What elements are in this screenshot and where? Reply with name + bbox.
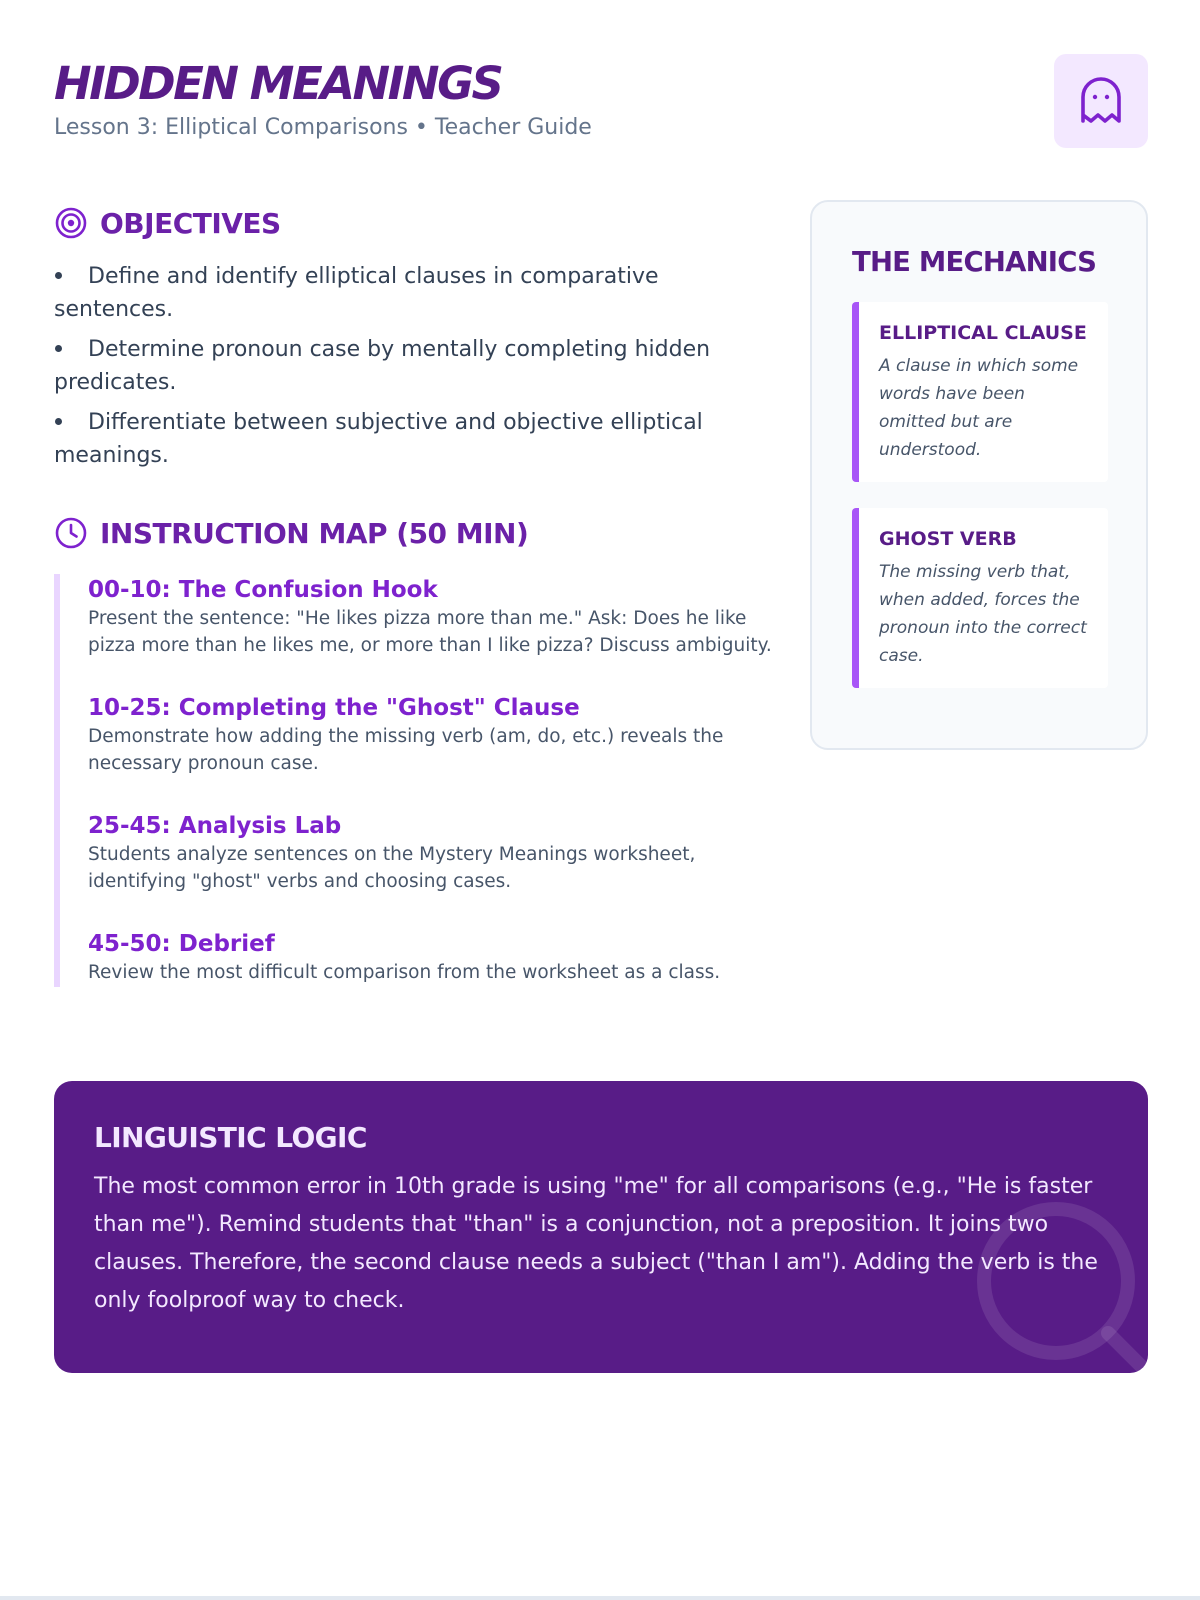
timeline-step: [88, 692, 774, 777]
instruction-map-heading: [54, 508, 774, 558]
page-bottom-border: [0, 1596, 1200, 1600]
term-card: [852, 302, 1108, 482]
ghost-badge: [1054, 54, 1148, 148]
linguistic-logic-title: LINGUISTIC LOGIC: [94, 1121, 367, 1154]
term-name: GHOST VERB: [879, 528, 1017, 550]
objective-item: Define and identify elliptical clauses in comparative sentences.: [54, 260, 774, 326]
objectives-list: [54, 260, 774, 472]
term-definition: A clause in which some words have been omitted but are understood.: [879, 356, 1079, 460]
step-title: 00-10: The Confusion Hook: [88, 577, 438, 603]
linguistic-logic-body: The most common error in 10th grade is using "me" for all comparisons (e.g., "He is faster than me"). Remind students that "than" is a conjunction, not a preposition. It joins two clauses. Therefore, the second clause needs a subject ("than I am"). Adding the verb is the only foolproof way to check.: [94, 1174, 1098, 1313]
main-column: [54, 198, 774, 987]
mechanics-title: THE MECHANICS: [852, 246, 1097, 278]
term-name: ELLIPTICAL CLAUSE: [879, 322, 1087, 344]
step-title: 25-45: Analysis Lab: [88, 813, 342, 839]
ghost-icon: [1079, 77, 1123, 125]
timeline-step: [88, 810, 774, 895]
term-definition: The missing verb that, when added, forces the pronoun into the correct case.: [879, 562, 1087, 666]
linguistic-logic-box: [54, 1081, 1148, 1373]
step-description: Demonstrate how adding the missing verb (am, do, etc.) reveals the necessary pronoun case.: [88, 726, 724, 774]
term-card: [852, 508, 1108, 688]
target-icon: [54, 206, 88, 240]
instruction-timeline: [54, 574, 774, 987]
step-description: Students analyze sentences on the Mystery Meanings worksheet, identifying "ghost" verbs and choosing cases.: [88, 844, 696, 892]
clock-icon: [54, 516, 88, 550]
page-subtitle: Lesson 3: Elliptical Comparisons • Teacher Guide: [54, 115, 592, 140]
page-header: [54, 54, 1148, 148]
step-description: Review the most difficult comparison from the worksheet as a class.: [88, 962, 721, 983]
instruction-map-title: INSTRUCTION MAP (50 MIN): [100, 516, 529, 550]
step-title: 10-25: Completing the "Ghost" Clause: [88, 695, 580, 721]
objectives-heading: [54, 198, 774, 248]
objective-item: Differentiate between subjective and objective elliptical meanings.: [54, 406, 774, 472]
objectives-title: OBJECTIVES: [100, 206, 281, 240]
step-description: Present the sentence: "He likes pizza more than me." Ask: Does he like pizza more than he likes me, or more than I like pizza? Discuss ambiguity.: [88, 608, 772, 656]
page-title: HIDDEN MEANINGS: [54, 57, 502, 110]
mechanics-card: [810, 200, 1148, 750]
objective-item: Determine pronoun case by mentally completing hidden predicates.: [54, 333, 774, 399]
timeline-step: [88, 928, 774, 987]
step-title: 45-50: Debrief: [88, 931, 275, 957]
timeline-step: [88, 574, 774, 659]
